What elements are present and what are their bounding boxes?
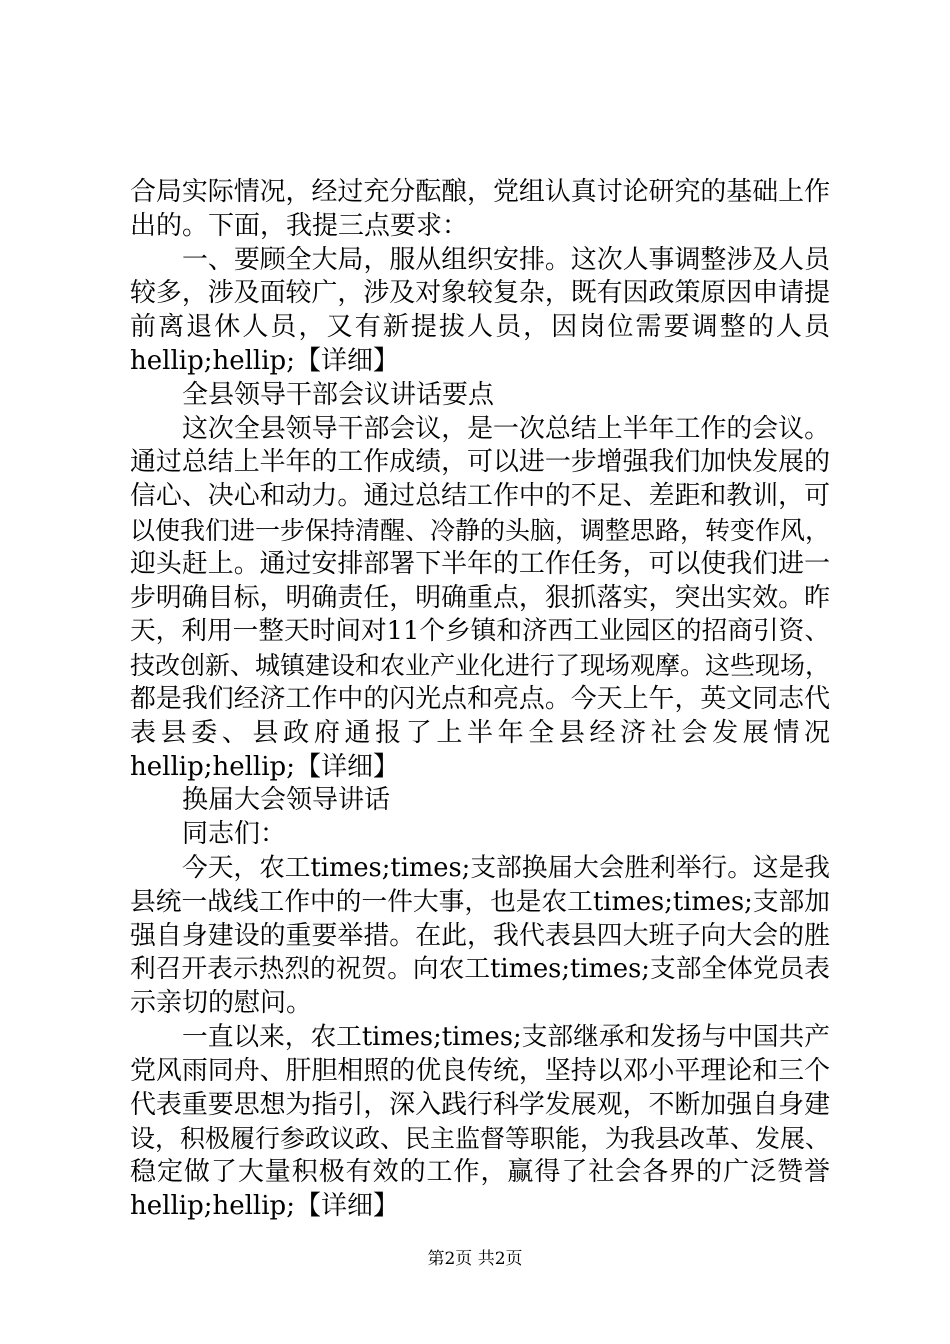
text-line: hellip;hellip;【详细】 — [130, 751, 399, 782]
document-body — [130, 176, 830, 1224]
text-line: 通过总结上半年的工作成绩，可以进一步增强我们加快发展的 — [130, 447, 830, 478]
text-line: 一直以来，农工times;times;支部继承和发扬与中国共产 — [182, 1021, 830, 1052]
page-number-label: 第2页 共2页 — [427, 1249, 523, 1269]
text-line: 示亲切的慰问。 — [130, 988, 313, 1019]
text-line: 表县委、县政府通报了上半年全县经济社会发展情况 — [130, 717, 830, 748]
text-line: 一、要顾全大局，服从组织安排。这次人事调整涉及人员 — [182, 244, 830, 275]
text-line: 今天，农工times;times;支部换届大会胜利举行。这是我 — [182, 852, 830, 883]
text-line: 天，利用一整天时间对11个乡镇和济西工业园区的招商引资、 — [130, 616, 830, 647]
text-line: 稳定做了大量积极有效的工作，赢得了社会各界的广泛赞誉 — [130, 1157, 830, 1188]
text-line: 设，积极履行参政议政、民主监督等职能，为我县改革、发展、 — [130, 1124, 831, 1154]
page-footer — [0, 1244, 950, 1269]
text-line: 代表重要思想为指引，深入践行科学发展观，不断加强自身建 — [130, 1089, 830, 1120]
text-line: 以使我们进一步保持清醒、冷静的头脑，调整思路，转变作风， — [130, 515, 831, 545]
text-line: 全县领导干部会议讲话要点 — [182, 379, 495, 410]
text-line: 较多，涉及面较广，涉及对象较复杂，既有因政策原因申请提 — [130, 278, 830, 309]
text-line: 换届大会领导讲话 — [182, 785, 391, 816]
text-line: hellip;hellip;【详细】 — [130, 1190, 399, 1221]
text-line: hellip;hellip;【详细】 — [130, 345, 399, 376]
text-line: 强自身建设的重要举措。在此，我代表县四大班子向大会的胜 — [130, 920, 830, 951]
text-line: 技改创新、城镇建设和农业产业化进行了现场观摩。这些现场， — [130, 651, 831, 681]
text-line: 合局实际情况，经过充分酝酿，党组认真讨论研究的基础上作 — [130, 177, 830, 207]
text-line: 前离退休人员，又有新提拔人员，因岗位需要调整的人员 — [130, 312, 830, 343]
text-line: 党风雨同舟、肝胆相照的优良传统，坚持以邓小平理论和三个 — [130, 1055, 830, 1086]
text-line: 都是我们经济工作中的闪光点和亮点。今天上午，英文同志代 — [130, 683, 830, 714]
text-line: 这次全县领导干部会议，是一次总结上半年工作的会议。 — [182, 413, 830, 444]
text-line: 同志们： — [182, 819, 287, 850]
text-line: 步明确目标，明确责任，明确重点，狠抓落实，突出实效。昨 — [130, 582, 830, 613]
text-line: 迎头赶上。通过安排部署下半年的工作任务，可以使我们进一 — [130, 548, 830, 579]
text-line: 县统一战线工作中的一件大事，也是农工times;times;支部加 — [130, 886, 830, 917]
text-line: 出的。下面，我提三点要求： — [130, 210, 469, 241]
text-line: 信心、决心和动力。通过总结工作中的不足、差距和教训，可 — [130, 481, 830, 512]
text-line: 利召开表示热烈的祝贺。向农工times;times;支部全体党员表 — [130, 954, 830, 985]
